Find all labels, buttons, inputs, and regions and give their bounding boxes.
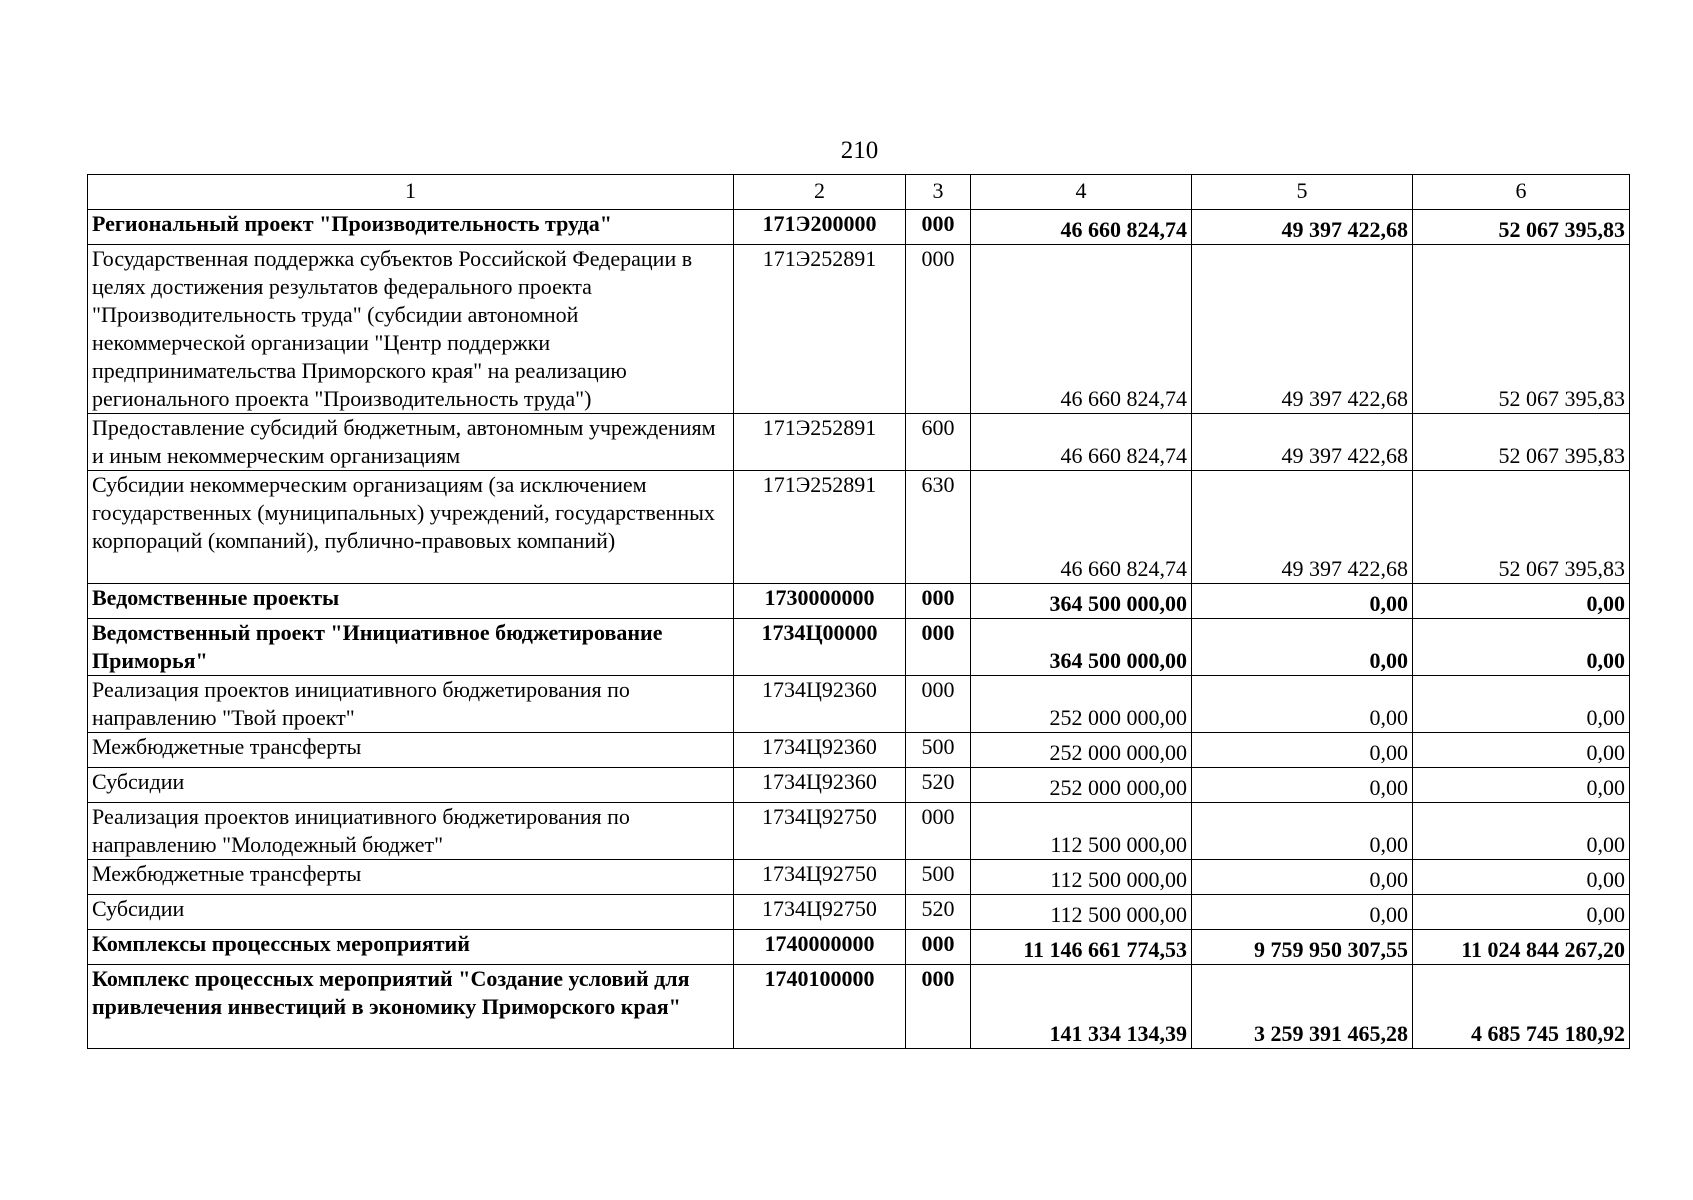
row-amount-1: 252 000 000,00 (971, 733, 1192, 768)
row-expense-type: 520 (906, 768, 971, 803)
row-target-code: 1734Ц92750 (734, 895, 906, 930)
row-target-code: 1730000000 (734, 584, 906, 619)
budget-table (87, 174, 1630, 1049)
row-amount-3: 52 067 395,83 (1413, 210, 1630, 245)
row-target-code: 1734Ц92360 (734, 768, 906, 803)
row-expense-type: 000 (906, 803, 971, 860)
page-number: 210 (840, 137, 879, 164)
row-name: Комплекс процессных мероприятий "Создание условий для привлечения инвестиций в экономику Приморского края" (88, 965, 734, 1049)
row-amount-2: 0,00 (1192, 895, 1413, 930)
row-expense-type: 000 (906, 930, 971, 965)
column-header: 5 (1192, 175, 1413, 210)
table-row (88, 414, 1630, 471)
row-target-code: 1734Ц92750 (734, 860, 906, 895)
row-expense-type: 000 (906, 584, 971, 619)
row-name: Межбюджетные трансферты (88, 860, 734, 895)
row-amount-2: 3 259 391 465,28 (1192, 965, 1413, 1049)
row-amount-1: 112 500 000,00 (971, 860, 1192, 895)
row-amount-2: 0,00 (1192, 860, 1413, 895)
row-target-code: 1734Ц00000 (734, 619, 906, 676)
row-expense-type: 500 (906, 733, 971, 768)
row-amount-2: 49 397 422,68 (1192, 471, 1413, 584)
row-name: Межбюджетные трансферты (88, 733, 734, 768)
row-target-code: 1740000000 (734, 930, 906, 965)
table-row (88, 471, 1630, 584)
table-row (88, 210, 1630, 245)
row-amount-3: 0,00 (1413, 619, 1630, 676)
row-target-code: 1734Ц92360 (734, 676, 906, 733)
row-expense-type: 600 (906, 414, 971, 471)
column-header: 2 (734, 175, 906, 210)
row-amount-1: 46 660 824,74 (971, 245, 1192, 414)
row-expense-type: 500 (906, 860, 971, 895)
row-amount-3: 52 067 395,83 (1413, 414, 1630, 471)
row-amount-3: 52 067 395,83 (1413, 245, 1630, 414)
row-amount-3: 0,00 (1413, 895, 1630, 930)
row-amount-1: 364 500 000,00 (971, 584, 1192, 619)
row-amount-3: 0,00 (1413, 768, 1630, 803)
row-expense-type: 000 (906, 210, 971, 245)
table-row (88, 965, 1630, 1049)
row-amount-1: 252 000 000,00 (971, 676, 1192, 733)
row-amount-3: 11 024 844 267,20 (1413, 930, 1630, 965)
row-amount-1: 141 334 134,39 (971, 965, 1192, 1049)
row-target-code: 171Э200000 (734, 210, 906, 245)
row-amount-3: 4 685 745 180,92 (1413, 965, 1630, 1049)
row-name: Субсидии некоммерческим организациям (за исключением государственных (муниципальных) учреждений, государственных корпораций (компаний), публично-правовых компаний) (88, 471, 734, 584)
row-amount-1: 364 500 000,00 (971, 619, 1192, 676)
row-amount-2: 49 397 422,68 (1192, 245, 1413, 414)
column-header: 4 (971, 175, 1192, 210)
row-name: Государственная поддержка субъектов Российской Федерации в целях достижения результатов федерального проекта "Производительность труда" (субсидии автономной некоммерческой организации "Центр поддержки предпринимательства Приморского края" на реализацию регионального проекта "Производительность труда") (88, 245, 734, 414)
row-target-code: 1734Ц92360 (734, 733, 906, 768)
row-name: Ведомственные проекты (88, 584, 734, 619)
row-target-code: 171Э252891 (734, 471, 906, 584)
row-amount-2: 0,00 (1192, 733, 1413, 768)
row-name: Реализация проектов инициативного бюджетирования по направлению "Твой проект" (88, 676, 734, 733)
row-name: Предоставление субсидий бюджетным, автономным учреждениям и иным некоммерческим организациям (88, 414, 734, 471)
row-amount-2: 0,00 (1192, 584, 1413, 619)
row-target-code: 171Э252891 (734, 414, 906, 471)
table-row (88, 584, 1630, 619)
row-amount-3: 0,00 (1413, 676, 1630, 733)
row-amount-1: 252 000 000,00 (971, 768, 1192, 803)
table-row (88, 768, 1630, 803)
row-expense-type: 520 (906, 895, 971, 930)
row-amount-1: 112 500 000,00 (971, 895, 1192, 930)
row-name: Субсидии (88, 895, 734, 930)
row-expense-type: 000 (906, 676, 971, 733)
row-amount-2: 0,00 (1192, 619, 1413, 676)
table-row (88, 676, 1630, 733)
table-row (88, 619, 1630, 676)
row-target-code: 171Э252891 (734, 245, 906, 414)
row-amount-2: 9 759 950 307,55 (1192, 930, 1413, 965)
table-row (88, 930, 1630, 965)
row-expense-type: 000 (906, 245, 971, 414)
row-amount-3: 0,00 (1413, 584, 1630, 619)
row-amount-3: 0,00 (1413, 803, 1630, 860)
row-expense-type: 000 (906, 965, 971, 1049)
row-amount-1: 46 660 824,74 (971, 414, 1192, 471)
row-amount-3: 52 067 395,83 (1413, 471, 1630, 584)
row-amount-1: 46 660 824,74 (971, 471, 1192, 584)
table-header-row (88, 175, 1630, 210)
row-target-code: 1734Ц92750 (734, 803, 906, 860)
table-row (88, 733, 1630, 768)
row-amount-2: 0,00 (1192, 803, 1413, 860)
row-expense-type: 000 (906, 619, 971, 676)
table-row (88, 245, 1630, 414)
row-amount-1: 112 500 000,00 (971, 803, 1192, 860)
row-amount-2: 49 397 422,68 (1192, 414, 1413, 471)
row-amount-1: 46 660 824,74 (971, 210, 1192, 245)
column-header: 6 (1413, 175, 1630, 210)
row-amount-2: 0,00 (1192, 768, 1413, 803)
table-row (88, 803, 1630, 860)
row-amount-3: 0,00 (1413, 860, 1630, 895)
table-row (88, 895, 1630, 930)
row-name: Субсидии (88, 768, 734, 803)
row-amount-3: 0,00 (1413, 733, 1630, 768)
row-name: Комплексы процессных мероприятий (88, 930, 734, 965)
column-header: 3 (906, 175, 971, 210)
row-name: Региональный проект "Производительность труда" (88, 210, 734, 245)
row-amount-1: 11 146 661 774,53 (971, 930, 1192, 965)
row-target-code: 1740100000 (734, 965, 906, 1049)
column-header: 1 (88, 175, 734, 210)
row-name: Реализация проектов инициативного бюджетирования по направлению "Молодежный бюджет" (88, 803, 734, 860)
row-amount-2: 0,00 (1192, 676, 1413, 733)
row-expense-type: 630 (906, 471, 971, 584)
row-amount-2: 49 397 422,68 (1192, 210, 1413, 245)
row-name: Ведомственный проект "Инициативное бюджетирование Приморья" (88, 619, 734, 676)
table-row (88, 860, 1630, 895)
